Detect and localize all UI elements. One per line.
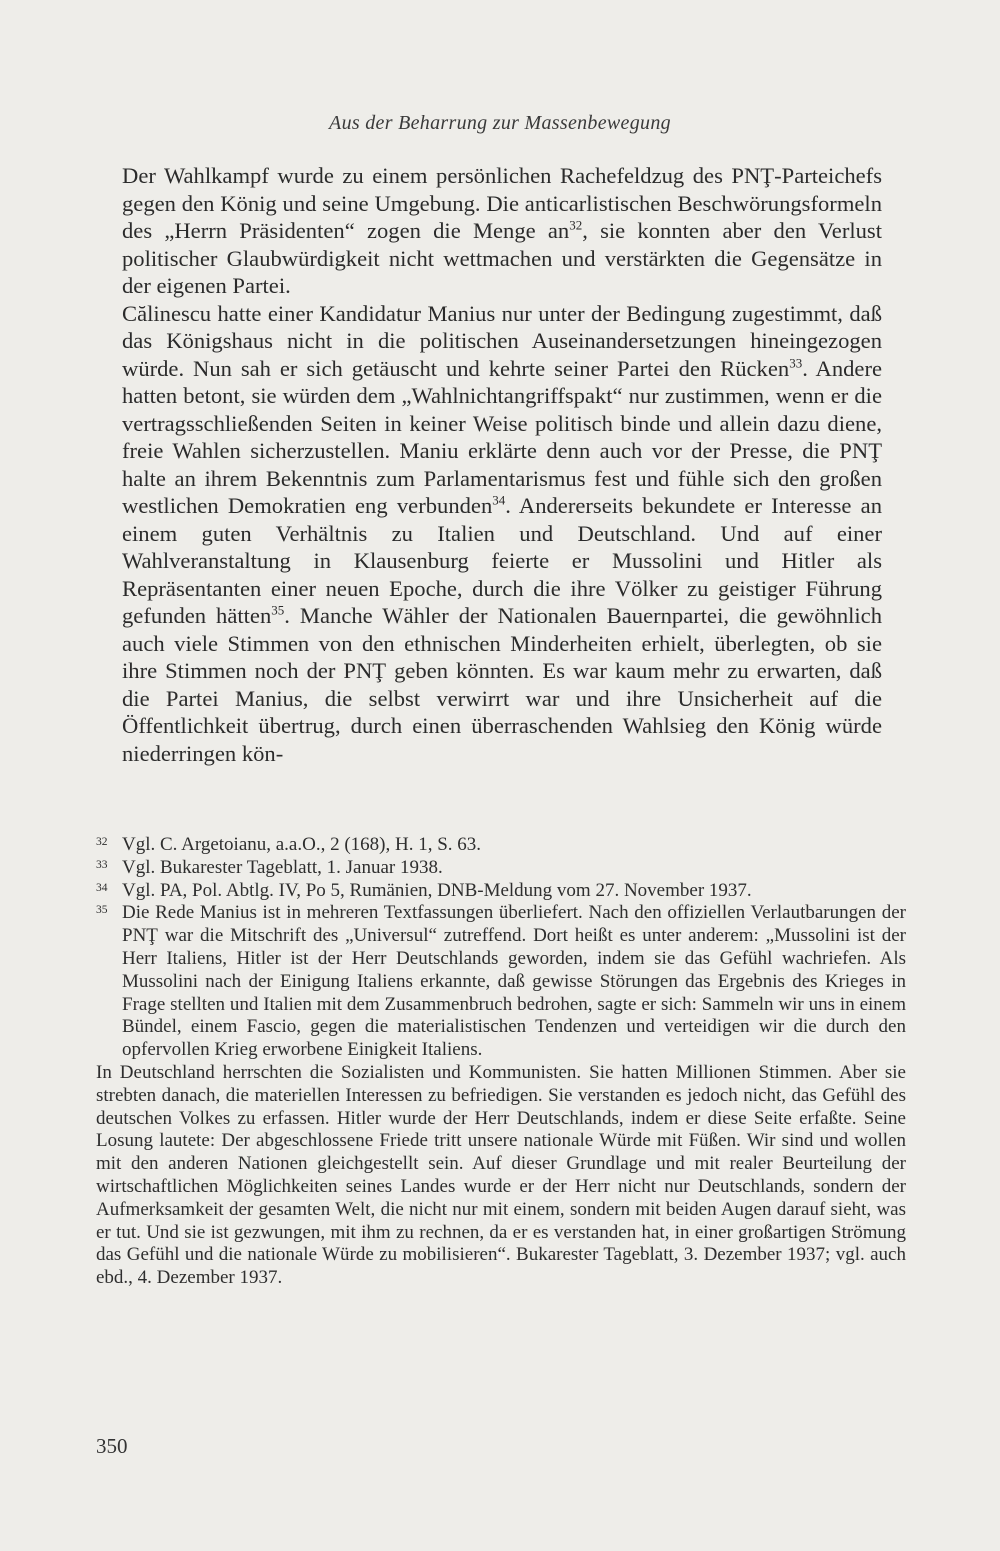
paragraph-1	[122, 162, 882, 300]
footnote-ref-33[interactable]: 33	[789, 354, 803, 370]
footnotes	[96, 834, 906, 1290]
paragraph-1-text-b: , sie konnten aber den Verlust politischer Glaubwürdigkeit nicht wettmachen und verstärkten die Gegensätze in der eigenen Partei.	[122, 218, 882, 298]
paragraph-2-text-d: . Manche Wähler der Nationalen Bauernpartei, die gewöhnlich auch viele Stimmen von den ethnischen Minderheiten erhielt, überlegten, ob sie ihre Stimmen noch der PNŢ geben könnten. Es war kaum mehr zu erwarten, daß die Partei Manius, die selbst verwirrt war und ihre Unsicherheit auf die Öffentlichkeit übertrug, durch einen überraschenden Wahlsieg den König würde niederringen kön-	[122, 603, 882, 766]
footnote-number: 34	[96, 881, 108, 894]
footnote-32	[96, 834, 906, 857]
footnote-number: 35	[96, 904, 108, 917]
footnote-text: Die Rede Manius ist in mehreren Textfassungen überliefert. Nach den offiziellen Verlautbarungen der PNŢ war die Mitschrift des „Universul“ zutreffend. Dort heißt es unter anderem: „Mussolini ist der Herr Italiens, Hitler ist der Herr Deutschlands geworden, indem sie das Gefühl wachriefen. Als Mussolini nach der Einigung Italiens erkannte, daß gewisse Störungen das Ergebnis des Krieges in Frage stellten und Italien mit dem Zusammenbruch bedrohen, sagte er sich: Sammeln wir uns in einem Bündel, einem Fascio, gegen die materialistischen Tendenzen und verteidigen wir die durch den opfervollen Krieg erworbene Einigkeit Italiens.	[122, 902, 906, 1061]
footnote-text: Vgl. PA, Pol. Abtlg. IV, Po 5, Rumänien, DNB-Meldung vom 27. November 1937.	[122, 879, 752, 901]
running-head: Aus der Beharrung zur Massenbewegung	[329, 112, 671, 134]
page-number: 350	[96, 1434, 128, 1458]
footnote-ref-34[interactable]: 34	[492, 492, 506, 508]
footnote-35	[96, 902, 906, 1062]
paragraph-1-text-a: Der Wahlkampf wurde zu einem persönlichen Rachefeldzug des PNŢ-Parteichefs gegen den König und seine Umgebung. Die anticarlistischen Beschwörungsformeln des „Herrn Präsidenten“ zogen die Menge an	[122, 163, 882, 243]
footnote-text: Vgl. C. Argetoianu, a.a.O., 2 (168), H. 1, S. 63.	[122, 834, 482, 855]
footnote-number: 32	[96, 836, 108, 848]
main-text	[122, 162, 882, 767]
footnote-35-continuation: In Deutschland herrschten die Sozialisten und Kommunisten. Sie hatten Millionen Stimmen. Aber sie strebten danach, die materiellen Interessen zu befriedigen. Sie verstanden es jedoch nicht, das Gefühl des deutschen Volkes zu erfassen. Hitler wurde der Herr Deutschlands, indem er diese Seite erfaßte. Seine Losung lautete: Der abgeschlossene Friede tritt unsere nationale Würde mit Füßen. Wir sind und wollen mit den anderen Nationen gleichgestellt sein. Auf dieser Grundlage und mit realer Beurteilung der wirtschaftlichen Möglichkeiten seines Landes wurde er der Herr nicht nur Deutschlands, sondern der Aufmerksamkeit der gesamten Welt, die nicht nur mit einem, sondern mit beiden Augen darauf sieht, was er tut. Und sie ist gezwungen, mit ihm zu rechnen, da er es verstanden hat, in einer großartigen Strömung das Gefühl und die nationale Würde zu mobilisieren“. Bukarester Tageblatt, 3. Dezember 1937; vgl. auch ebd., 4. Dezember 1937.	[96, 1061, 906, 1289]
footnote-ref-35[interactable]: 35	[271, 602, 285, 618]
footnote-34	[96, 880, 906, 903]
footnote-33	[96, 857, 906, 880]
footnote-ref-32[interactable]: 32	[569, 217, 583, 233]
footnote-number: 33	[96, 858, 108, 871]
paragraph-2-text-c: . Andererseits bekundete er Interesse an einem guten Verhältnis zu Italien und Deutschland. Und auf einer Wahlveranstaltung in Klausenburg feierte er Mussolini und Hitler als Repräsentanten einer neuen Epoche, durch die ihre Völker zu geistiger Führung gefunden hätten	[122, 493, 883, 628]
paragraph-2	[122, 300, 882, 768]
paragraph-2-text-b: . Andere hatten betont, sie würden dem „Wahlnichtangriffspakt“ nur zustimmen, wenn er die vertragsschließenden Seiten in keiner Weise politisch binde und allein dazu diene, freie Wahlen sicherzustellen. Maniu erklärte denn auch vor der Presse, die PNŢ halte an ihrem Bekenntnis zum Parlamentarismus fest und fühle sich den großen westlichen Demokratien eng verbunden	[122, 355, 883, 518]
footnote-text: Vgl. Bukarester Tageblatt, 1. Januar 1938.	[122, 856, 443, 878]
paragraph-2-text-a: Călinescu hatte einer Kandidatur Manius nur unter der Bedingung zugestimmt, daß das Königshaus nicht in die politischen Auseinandersetzungen hineingezogen würde. Nun sah er sich getäuscht und kehrte seiner Partei den Rücken	[122, 300, 882, 381]
